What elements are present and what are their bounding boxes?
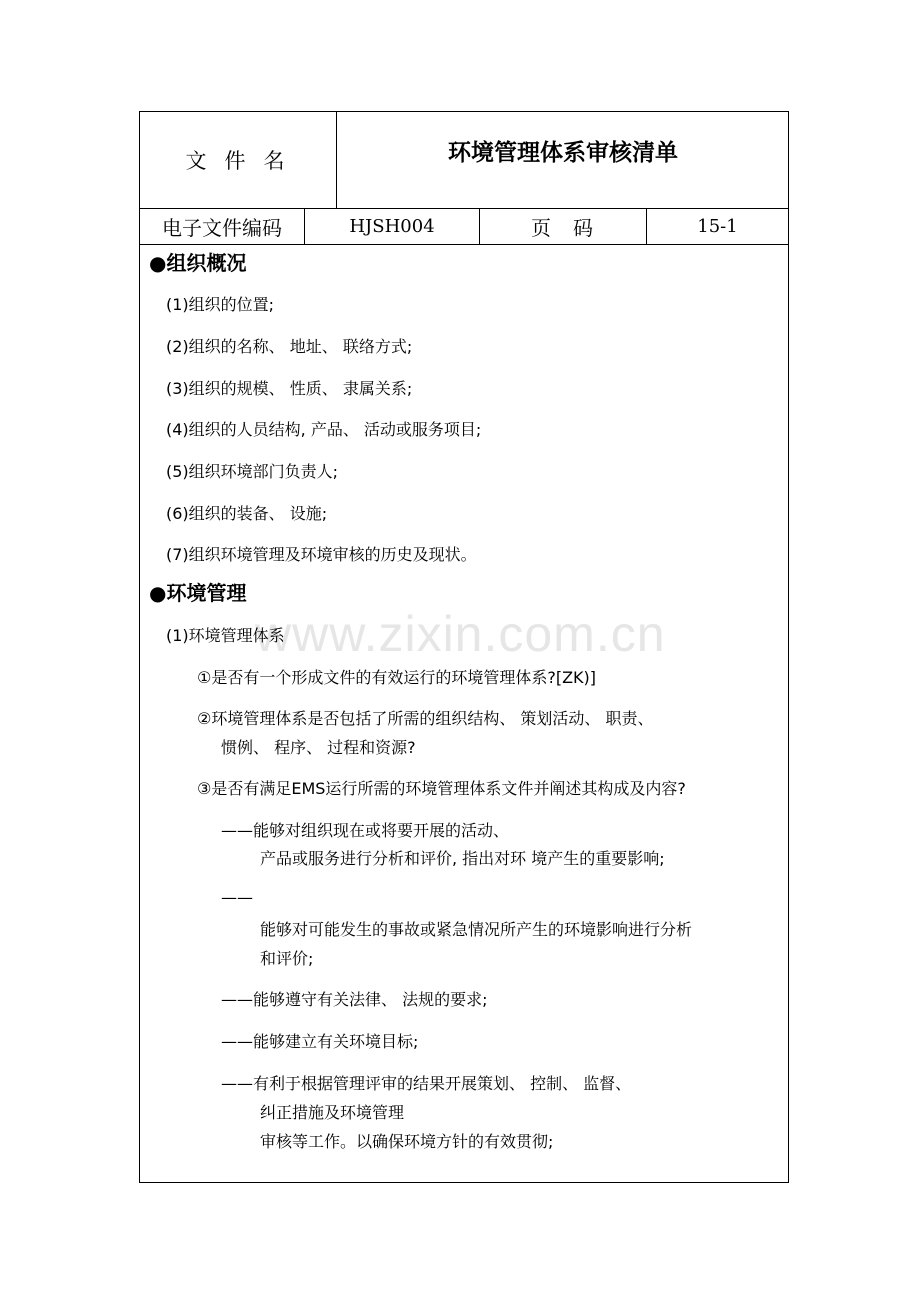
document-title: 环境管理体系审核清单 <box>448 140 678 166</box>
section-heading-org: ●组织概况 <box>149 251 247 275</box>
org-item: (5)组织环境部门负责人; <box>166 462 339 481</box>
document-table <box>139 111 789 1183</box>
page-value: 15-1 <box>697 216 738 237</box>
dash-item-cont: 能够对可能发生的事故或紧急情况所产生的环境影响进行分析 <box>260 920 693 939</box>
code-value: HJSH004 <box>305 209 480 244</box>
env-subheading: (1)环境管理体系 <box>166 626 285 645</box>
dash-item: ——有利于根据管理评审的结果开展策划、 控制、 监督、 <box>221 1074 632 1093</box>
dash-item: ——能够遵守有关法律、 法规的要求; <box>221 990 488 1009</box>
dash-item-cont: 审核等工作。以确保环境方针的有效贯彻; <box>260 1132 554 1151</box>
org-item: (7)组织环境管理及环境审核的历史及现状。 <box>166 545 477 564</box>
question-3: ③是否有满足EMS运行所需的环境管理体系文件并阐述其构成及内容? <box>197 779 686 798</box>
header-row <box>140 112 788 209</box>
code-label: 电子文件编码 <box>140 209 305 244</box>
org-item: (1)组织的位置; <box>166 295 275 314</box>
file-name-label: 文件名 <box>140 112 337 208</box>
question-2: ②环境管理体系是否包括了所需的组织结构、 策划活动、 职责、 <box>197 709 654 728</box>
dash-item-cont: 和评价; <box>260 949 314 968</box>
dash-item: ——能够建立有关环境目标; <box>221 1032 419 1051</box>
dash-item: —— <box>221 888 253 907</box>
dash-item: ——能够对组织现在或将要开展的活动、 <box>221 821 510 840</box>
watermark: www.zixin.com.cn <box>255 606 666 662</box>
org-item: (3)组织的规模、 性质、 隶属关系; <box>166 379 413 398</box>
org-item: (6)组织的装备、 设施; <box>166 504 328 523</box>
question-1: ①是否有一个形成文件的有效运行的环境管理体系?[ZK)] <box>197 668 597 687</box>
code-row <box>140 209 788 245</box>
org-item: (2)组织的名称、 地址、 联络方式; <box>166 337 413 356</box>
dash-item-cont: 产品或服务进行分析和评价, 指出对环 境产生的重要影响; <box>260 849 665 868</box>
page-label: 页码 <box>480 209 647 244</box>
question-2-cont: 惯例、 程序、 过程和资源? <box>221 738 416 757</box>
org-item: (4)组织的人员结构, 产品、 活动或服务项目; <box>166 420 482 439</box>
dash-item-cont: 纠正措施及环境管理 <box>260 1103 405 1122</box>
section-heading-env: ●环境管理 <box>149 581 247 605</box>
